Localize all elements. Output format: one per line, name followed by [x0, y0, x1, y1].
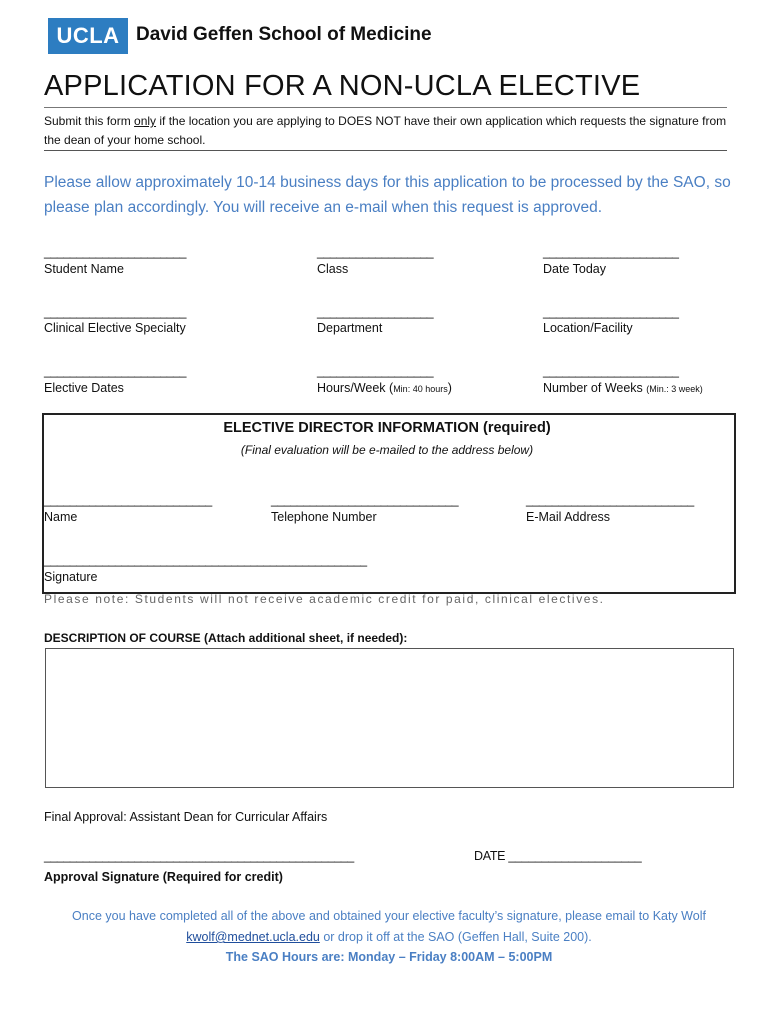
weeks-min-note: (Min.: 3 week): [646, 384, 703, 394]
footer-hours: The SAO Hours are: Monday – Friday 8:00AM – 5:00PM: [225, 950, 553, 964]
intro-text: [44, 112, 734, 150]
final-approval-label: Final Approval: Assistant Dean for Curricular Affairs: [44, 810, 328, 824]
intro-only: only: [134, 114, 157, 128]
school-name: David Geffen School of Medicine: [136, 24, 432, 45]
location-field[interactable]: _____________________: [543, 305, 679, 319]
intro-before: Submit this form: [44, 114, 135, 128]
ucla-logo: UCLA: [48, 18, 128, 54]
director-email-field[interactable]: __________________________: [526, 493, 694, 507]
course-description-input[interactable]: [45, 648, 734, 788]
director-subtitle: (Final evaluation will be e-mailed to the address below): [240, 443, 534, 457]
intro-after: if the location you are applying to DOES NOT have their own application which requests the signature from the dean of your home school.: [44, 114, 727, 147]
credit-note: Please note: Students will not receive academic credit for paid, clinical electives.: [44, 592, 605, 606]
elective-dates-label: Elective Dates: [44, 381, 124, 395]
hours-week-text: Hours/Week (: [317, 381, 394, 395]
director-phone-field[interactable]: _____________________________: [271, 493, 459, 507]
approval-signature-field[interactable]: ________________________________________________: [44, 849, 354, 863]
class-field[interactable]: __________________: [317, 245, 434, 259]
approval-date-field[interactable]: DATE ____________________: [474, 849, 642, 863]
num-weeks-label: [543, 381, 703, 395]
department-field[interactable]: __________________: [317, 305, 434, 319]
director-name-field[interactable]: __________________________: [44, 493, 212, 507]
date-today-field[interactable]: _____________________: [543, 245, 679, 259]
description-heading: DESCRIPTION OF COURSE (Attach additional sheet, if needed):: [44, 631, 408, 645]
processing-notice: Please allow approximately 10-14 business days for this application to be processed by the SAO, so please plan accordingly. You will receive an e-mail when this request is approved.: [44, 174, 731, 216]
num-weeks-text: Number of Weeks: [543, 381, 647, 395]
director-email-label: E-Mail Address: [526, 510, 611, 524]
clinical-specialty-label: Clinical Elective Specialty: [44, 321, 186, 335]
department-label: Department: [317, 321, 383, 335]
clinical-specialty-field[interactable]: ______________________: [44, 305, 186, 319]
director-signature-label: Signature: [44, 570, 98, 584]
footer-contact: [44, 930, 734, 944]
elective-dates-field[interactable]: ______________________: [44, 364, 186, 378]
student-name-label: Student Name: [44, 262, 124, 276]
footer-instructions: Once you have completed all of the above and obtained your elective faculty’s signature, please email to Katy Wolf: [72, 909, 706, 923]
hours-week-field[interactable]: __________________: [317, 364, 434, 378]
title-divider: [44, 107, 727, 108]
location-label: Location/Facility: [543, 321, 633, 335]
hours-week-label: [317, 381, 452, 395]
hours-close: ): [447, 381, 452, 395]
approval-signature-label: Approval Signature (Required for credit): [44, 870, 283, 884]
date-today-label: Date Today: [543, 262, 607, 276]
intro-divider: [44, 150, 727, 151]
student-name-field[interactable]: ______________________: [44, 245, 186, 259]
footer-dropoff: or drop it off at the SAO (Geffen Hall, Suite 200).: [319, 930, 592, 944]
director-title: ELECTIVE DIRECTOR INFORMATION (required): [223, 420, 551, 436]
num-weeks-field[interactable]: _____________________: [543, 364, 679, 378]
page-title: APPLICATION FOR A NON-UCLA ELECTIVE: [44, 70, 641, 102]
email-link[interactable]: kwolf@mednet.ucla.edu: [186, 930, 320, 944]
director-signature-field[interactable]: __________________________________________________: [44, 553, 367, 567]
class-label: Class: [317, 262, 349, 276]
director-phone-label: Telephone Number: [271, 510, 377, 524]
director-name-label: Name: [44, 510, 78, 524]
hours-min-note: Min: 40 hours: [393, 384, 448, 394]
